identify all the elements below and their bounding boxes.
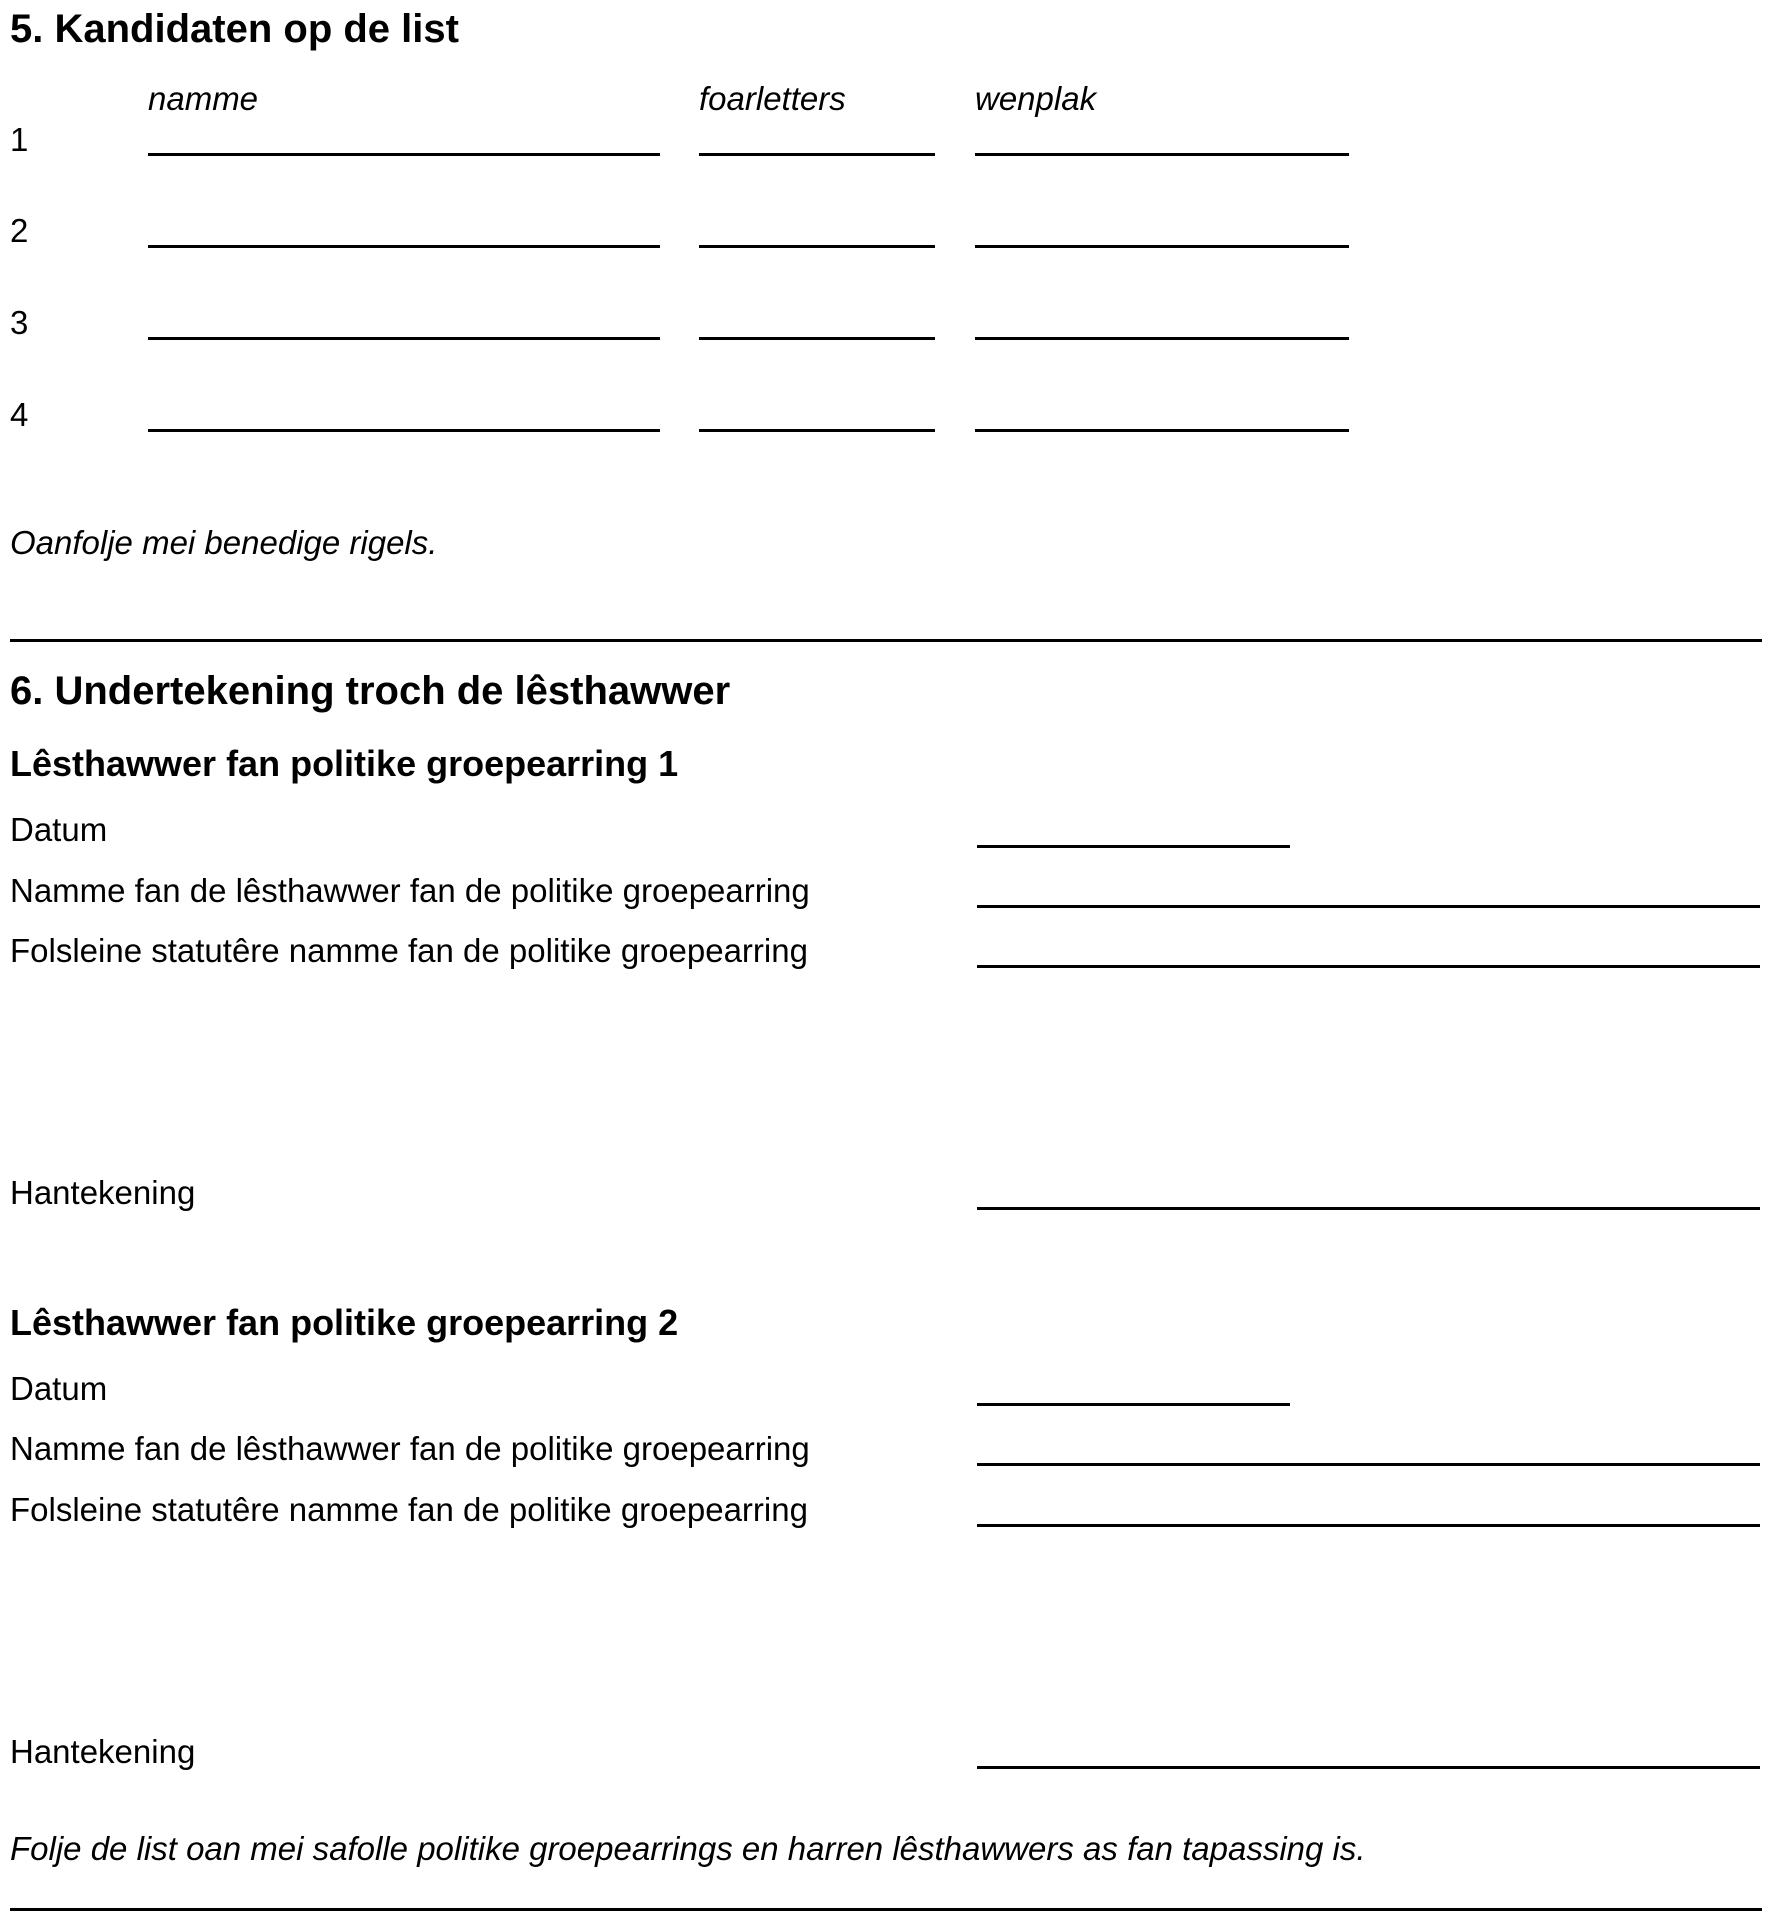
group-1-signature-field[interactable] xyxy=(977,1207,1760,1210)
group-1-name-field[interactable] xyxy=(977,905,1760,908)
column-header-residence: wenplak xyxy=(975,80,1097,117)
candidate-4-name-field[interactable] xyxy=(148,429,660,432)
group-2-statutory-label: Folsleine statutêre namme fan de politike groepearring xyxy=(10,1491,808,1528)
candidate-3-residence-field[interactable] xyxy=(975,337,1349,340)
group-2-signature-label: Hantekening xyxy=(10,1733,196,1770)
candidate-1-name-field[interactable] xyxy=(148,153,660,156)
group-1-date-label: Datum xyxy=(10,811,108,848)
group-2-signature-field[interactable] xyxy=(977,1766,1760,1769)
group-2-date-label: Datum xyxy=(10,1370,108,1407)
candidate-row-number: 3 xyxy=(10,304,29,341)
candidate-row-number: 2 xyxy=(10,212,29,249)
candidate-1-residence-field[interactable] xyxy=(975,153,1349,156)
group-1-name-label: Namme fan de lêsthawwer fan de politike groepearring xyxy=(10,872,810,909)
group-2-name-field[interactable] xyxy=(977,1463,1760,1466)
group-1-signature-label: Hantekening xyxy=(10,1174,196,1211)
section-6-footer-note: Folje de list oan mei safolle politike groepearrings en harren lêsthawwers as fan tapassing is. xyxy=(10,1830,1366,1867)
candidate-2-initials-field[interactable] xyxy=(699,245,935,248)
column-header-name: namme xyxy=(148,80,259,117)
bottom-divider xyxy=(10,1908,1762,1911)
section-5-title: 5. Kandidaten op de list xyxy=(10,7,459,51)
candidate-2-residence-field[interactable] xyxy=(975,245,1349,248)
candidate-4-residence-field[interactable] xyxy=(975,429,1349,432)
group-1-date-field[interactable] xyxy=(977,845,1290,848)
section-6-title: 6. Undertekening troch de lêsthawwer xyxy=(10,669,731,713)
candidate-row-number: 1 xyxy=(10,121,29,158)
candidate-2-name-field[interactable] xyxy=(148,245,660,248)
group-1-heading: Lêsthawwer fan politike groepearring 1 xyxy=(10,743,679,784)
column-header-initials: foarletters xyxy=(699,80,846,117)
candidate-3-name-field[interactable] xyxy=(148,337,660,340)
section-divider xyxy=(10,639,1762,642)
group-2-name-label: Namme fan de lêsthawwer fan de politike groepearring xyxy=(10,1430,810,1467)
candidate-row-number: 4 xyxy=(10,396,29,433)
group-2-heading: Lêsthawwer fan politike groepearring 2 xyxy=(10,1302,679,1343)
candidate-3-initials-field[interactable] xyxy=(699,337,935,340)
group-1-statutory-field[interactable] xyxy=(977,965,1760,968)
candidate-4-initials-field[interactable] xyxy=(699,429,935,432)
group-2-statutory-field[interactable] xyxy=(977,1524,1760,1527)
candidate-1-initials-field[interactable] xyxy=(699,153,935,156)
group-1-statutory-label: Folsleine statutêre namme fan de politike groepearring xyxy=(10,932,808,969)
section-5-note: Oanfolje mei benedige rigels. xyxy=(10,524,438,561)
group-2-date-field[interactable] xyxy=(977,1403,1290,1406)
